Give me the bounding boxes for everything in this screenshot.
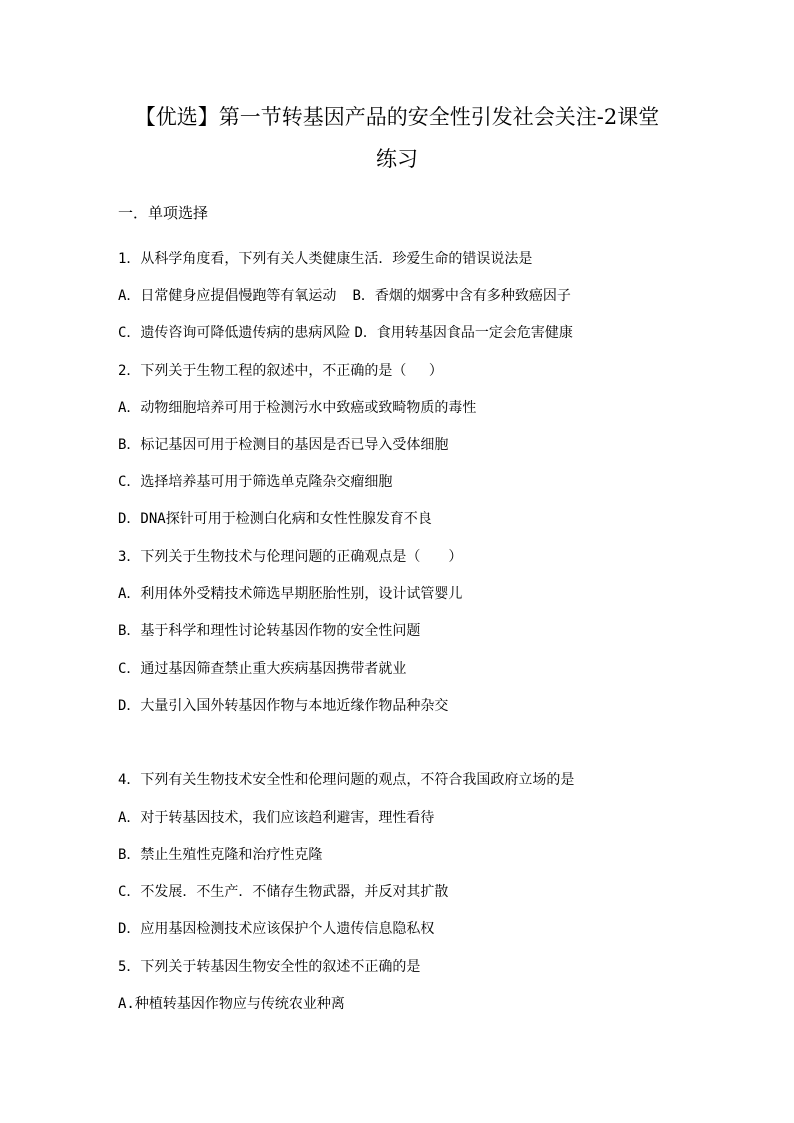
question-2-stem: 2．下列关于生物工程的叙述中，不正确的是（ ） [118, 363, 443, 379]
question-3-option-c: C．通过基因筛查禁止重大疾病基因携带者就业 [118, 661, 407, 677]
question-3-option-d: D．大量引入国外转基因作物与本地近缘作物品种杂交 [118, 698, 449, 714]
question-2-option-b: B．标记基因可用于检测目的基因是否已导入受体细胞 [118, 437, 449, 453]
question-2-option-c: C．选择培养基可用于筛选单克隆杂交瘤细胞 [118, 474, 393, 490]
page-title-line-1: 【优选】第一节转基因产品的安全性引发社会关注-2课堂 [134, 105, 660, 129]
question-1-stem: 1．从科学角度看，下列有关人类健康生活．珍爱生命的错误说法是 [118, 251, 533, 267]
question-4-option-d: D．应用基因检测技术应该保护个人遗传信息隐私权 [118, 921, 435, 937]
question-1-option-b: B．香烟的烟雾中含有多种致癌因子 [352, 288, 571, 304]
question-3-option-a: A．利用体外受精技术筛选早期胚胎性别，设计试管婴儿 [118, 586, 463, 602]
question-4-option-c: C．不发展．不生产．不储存生物武器，并反对其扩散 [118, 884, 449, 900]
question-3-option-b: B．基于科学和理性讨论转基因作物的安全性问题 [118, 623, 421, 639]
question-2-option-d: D．DNA探针可用于检测白化病和女性性腺发育不良 [118, 511, 432, 527]
question-4-stem: 4．下列有关生物技术安全性和伦理问题的观点，不符合我国政府立场的是 [118, 772, 575, 788]
question-1-option-d: D．食用转基因食品一定会危害健康 [354, 325, 573, 341]
question-1-option-a: A．日常健身应提倡慢跑等有氧运动 [118, 288, 337, 304]
section-heading: 一．单项选择 [118, 204, 209, 222]
question-1-options-ab [118, 287, 571, 305]
question-2-option-a: A．动物细胞培养可用于检测污水中致癌或致畸物质的毒性 [118, 400, 477, 416]
page-title-line-2: 练习 [376, 147, 418, 171]
question-4-option-a: A．对于转基因技术，我们应该趋利避害，理性看待 [118, 810, 435, 826]
question-4-option-b: B．禁止生殖性克隆和治疗性克隆 [118, 847, 323, 863]
question-5-stem: 5．下列关于转基因生物安全性的叙述不正确的是 [118, 959, 421, 975]
question-1-options-cd [118, 324, 573, 342]
question-1-option-c: C．遗传咨询可降低遗传病的患病风险 [118, 325, 351, 341]
question-5-option-a: A.种植转基因作物应与传统农业种离 [118, 996, 345, 1012]
question-3-stem: 3．下列关于生物技术与伦理问题的正确观点是（ ） [118, 549, 463, 565]
